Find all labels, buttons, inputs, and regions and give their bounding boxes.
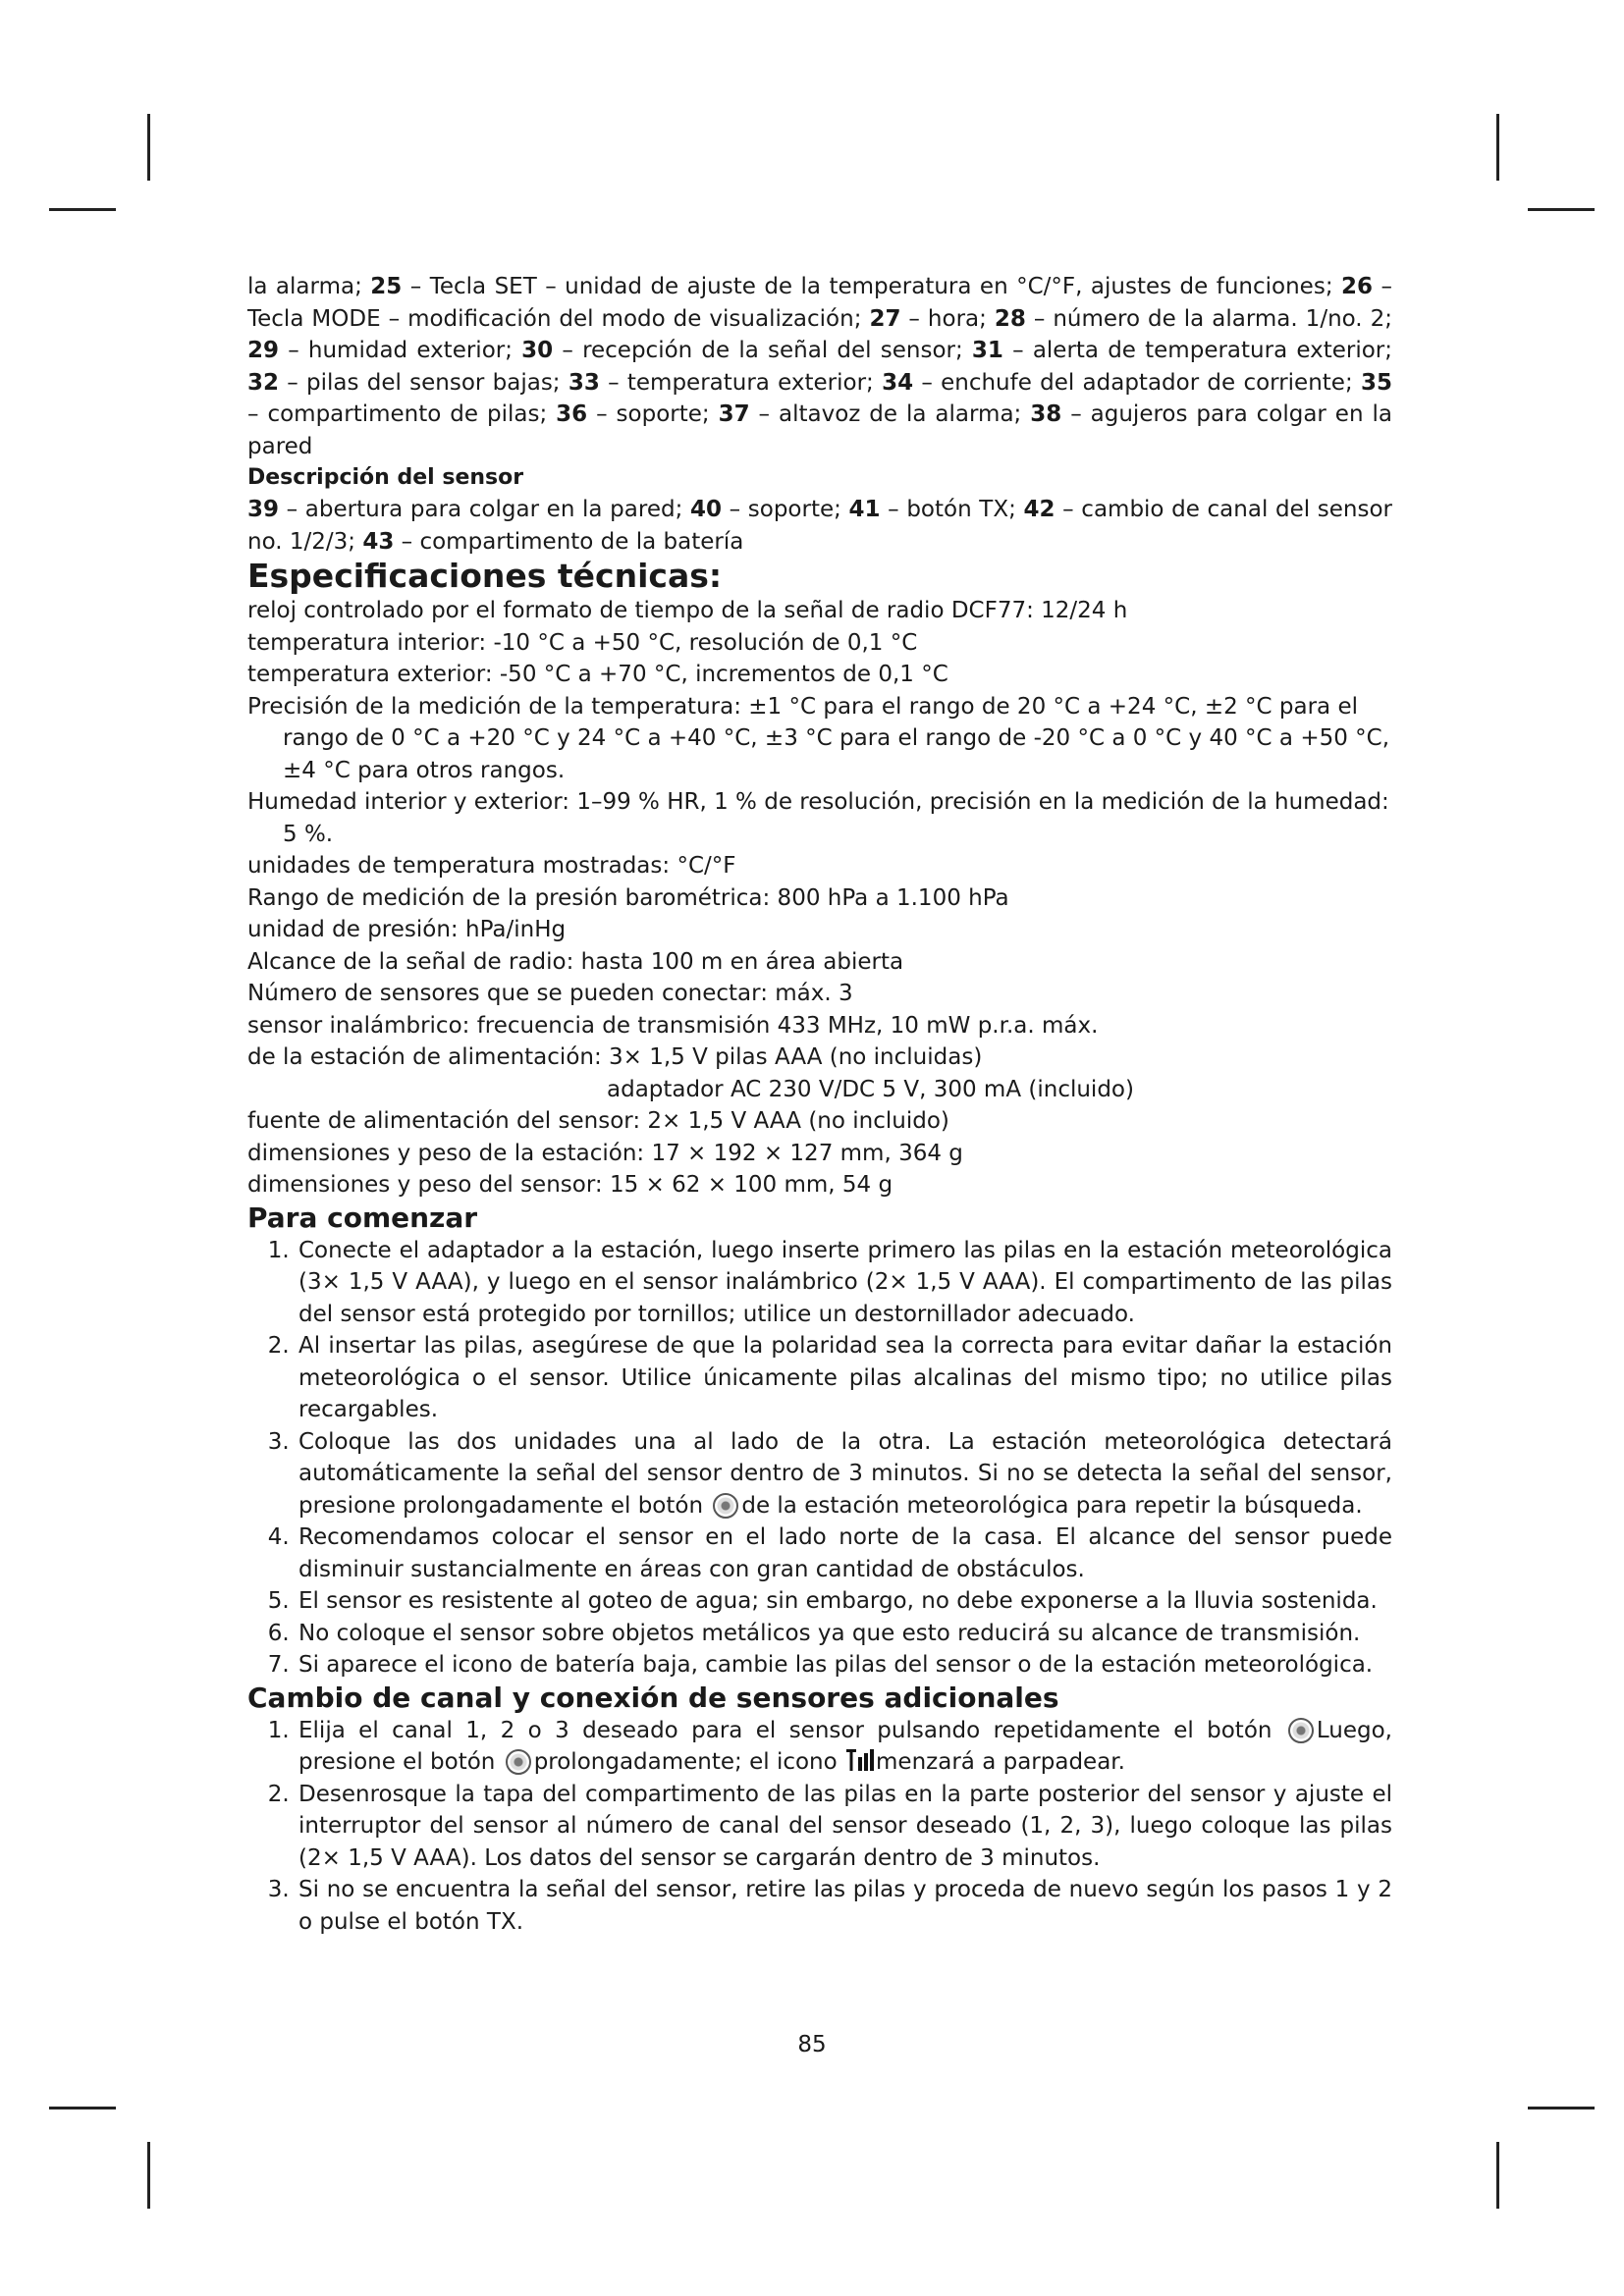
item-text: – alerta de temperatura exterior; [1002, 338, 1392, 363]
list-item-text: Luego, presione el botón [298, 1717, 1392, 1775]
list-item [297, 1426, 1392, 1522]
list-item: 2. Al insertar las pilas, asegúrese de que la polaridad sea la correcta para evitar dañar la estación meteorológica o el sensor. Utilice únicamente pilas alcalinas del mismo tipo; no utilice pilas recargables. [297, 1330, 1392, 1426]
item-text: – agujeros para colgar en la pared [247, 401, 1392, 459]
spec-line: unidad de presión: hPa/inHg [247, 917, 567, 942]
list-item [297, 1715, 1392, 1779]
page-content [247, 271, 1392, 1938]
item-number: 32 [247, 369, 280, 396]
spec-line: sensor inalámbrico: frecuencia de transmisión 433 MHz, 10 mW p.r.a. máx. [247, 1012, 1099, 1039]
item-text: – soporte; [721, 497, 849, 522]
list-item-text: prolongadamente; el icono [533, 1749, 845, 1775]
spec-line-power-adapter: adaptador AC 230 V/DC 5 V, 300 mA (incluido) [607, 1076, 1134, 1102]
channel-button-icon [1288, 1718, 1314, 1743]
item-text: – compartimento de pilas; [247, 401, 557, 427]
item-number: 33 [568, 369, 600, 396]
spec-line: de la estación de alimentación: 3× 1,5 V pilas AAA (no incluidas) [247, 1044, 983, 1070]
spec-line: temperatura exterior: -50 °C a +70 °C, incrementos de 0,1 °C [247, 662, 948, 687]
item-number: 26 [1341, 274, 1374, 299]
item-text: – botón TX; [880, 497, 1024, 522]
list-item: 2. Desenrosque la tapa del compartimento de las pilas en la parte posterior del sensor y ajuste el interruptor del sensor al número de canal del sensor deseado (1, 2, 3), luego coloque las pilas (2× 1,5 V AAA). Los datos del sensor se cargarán dentro de 3 minutos. [297, 1779, 1392, 1875]
spec-line: unidades de temperatura mostradas: °C/°F [247, 853, 736, 879]
item-number: 38 [1030, 401, 1062, 427]
channel-list [247, 1715, 1392, 1939]
list-item: 1. Conecte el adaptador a la estación, luego inserte primero las pilas en la estación meteorológica (3× 1,5 V AAA), y luego en el sensor inalámbrico (2× 1,5 V AAA). El compartimento de las pilas del sensor está protegido por tornillos; utilice un destornillador adecuado. [297, 1235, 1392, 1331]
getting-started-list [247, 1235, 1392, 1682]
item-text: – hora; [900, 305, 995, 332]
spec-line: Número de sensores que se pueden conectar: máx. 3 [247, 981, 853, 1006]
list-item: 6. No coloque el sensor sobre objetos metálicos ya que esto reducirá su alcance de transmisión. [297, 1618, 1392, 1650]
page-number: 85 [797, 2032, 827, 2057]
spec-line: Rango de medición de la presión barométrica: 800 hPa a 1.100 hPa [247, 884, 1009, 911]
channel-heading: Cambio de canal y conexión de sensores adicionales [247, 1681, 1059, 1714]
item-number: 41 [848, 497, 881, 522]
getting-started-heading: Para comenzar [247, 1201, 478, 1234]
list-item: 4. Recomendamos colocar el sensor en el lado norte de la casa. El alcance del sensor puede disminuir sustancialmente en áreas con gran cantidad de obstáculos. [297, 1522, 1392, 1585]
item-number: 29 [247, 338, 280, 363]
crop-mark-bottom-left-vertical [147, 2142, 150, 2209]
crop-mark-bottom-right-vertical [1496, 2142, 1499, 2209]
list-item-text: de la estación meteorológica para repetir la búsqueda. [741, 1492, 1363, 1519]
list-item: 7. Si aparece el icono de batería baja, cambie las pilas del sensor o de la estación meteorológica. [297, 1649, 1392, 1682]
item-text: – temperatura exterior; [599, 369, 883, 396]
item-text: la alarma; [247, 274, 371, 299]
channel-button-icon [506, 1749, 531, 1775]
spec-line: Alcance de la señal de radio: hasta 100 m en área abierta [247, 948, 904, 975]
item-text: – Tecla SET – unidad de ajuste de la temperatura en °C/°F, ajustes de funciones; [402, 274, 1342, 299]
crop-mark-bottom-left-horizontal [49, 2107, 116, 2109]
list-item-text: Coloque las dos unidades una al lado de la otra. La estación meteorológica detectará automáticamente la señal del sensor dentro de 3 minutos. Si no se detecta la señal del sensor, presione prolongadamente el botón [298, 1428, 1392, 1519]
crop-mark-top-left-vertical [147, 114, 150, 181]
specs-list [247, 595, 1392, 1201]
list-item: 5. El sensor es resistente al goteo de agua; sin embargo, no debe exponerse a la lluvia sostenida. [297, 1585, 1392, 1618]
crop-mark-bottom-right-horizontal [1528, 2107, 1595, 2109]
list-item: 3. Si no se encuentra la señal del sensor, retire las pilas y proceda de nuevo según los pasos 1 y 2 o pulse el botón TX. [297, 1874, 1392, 1938]
signal-reception-icon [845, 1747, 875, 1773]
item-text: – recepción de la señal del sensor; [553, 338, 972, 363]
item-text: – enchufe del adaptador de corriente; [913, 369, 1361, 396]
item-text: – número de la alarma. 1/no. 2; [1025, 305, 1392, 332]
spec-line: reloj controlado por el formato de tiempo de la señal de radio DCF77: 12/24 h [247, 598, 1128, 623]
item-number: 40 [689, 497, 722, 522]
item-number: 39 [247, 497, 280, 522]
spec-line: Precisión de la medición de la temperatura: ±1 °C para el rango de 20 °C a +24 °C, ±2 °C para el rango de 0 °C a +20 °C y 24 °C a +40 °C, ±3 °C para el rango de -20 °C a 0 °C y 40 °C a +50 °C, ±4 °C para otros rangos. [247, 693, 1390, 783]
intro-paragraph-parts [247, 271, 1392, 462]
item-text: – pilas del sensor bajas; [279, 369, 568, 396]
specs-heading: Especificaciones técnicas: [247, 557, 723, 595]
spec-line: temperatura interior: -10 °C a +50 °C, resolución de 0,1 °C [247, 629, 918, 656]
item-text: – altavoz de la alarma; [749, 401, 1031, 427]
item-text: – humidad exterior; [279, 338, 522, 363]
item-text: – compartimento de la batería [394, 528, 744, 555]
crop-mark-top-right-horizontal [1528, 208, 1595, 211]
item-number: 34 [882, 369, 914, 396]
list-item-text: menzará a parpadear. [876, 1749, 1125, 1775]
item-number: 31 [971, 338, 1003, 363]
sensor-description-heading: Descripción del sensor [247, 465, 524, 490]
spec-line: Humedad interior y exterior: 1–99 % HR, 1 % de resolución, precisión en la medición de la humedad: 5 %. [247, 789, 1389, 847]
spec-line: dimensiones y peso de la estación: 17 × 192 × 127 mm, 364 g [247, 1140, 963, 1166]
spec-line: dimensiones y peso del sensor: 15 × 62 × 100 mm, 54 g [247, 1172, 893, 1198]
item-number: 42 [1023, 497, 1056, 522]
spec-line: fuente de alimentación del sensor: 2× 1,5 V AAA (no incluido) [247, 1108, 949, 1134]
search-button-icon [713, 1493, 738, 1519]
item-number: 30 [521, 338, 554, 363]
item-text: – Tecla MODE – modificación del modo de visualización; [247, 274, 1392, 332]
item-text: – soporte; [587, 401, 719, 427]
item-number: 25 [370, 274, 403, 299]
item-number: 27 [869, 305, 901, 332]
crop-mark-top-left-horizontal [49, 208, 116, 211]
item-text: – cambio de canal del sensor no. 1/2/3; [247, 497, 1392, 555]
sensor-description-paragraph [247, 494, 1392, 558]
item-number: 37 [718, 401, 750, 427]
item-text: – abertura para colgar en la pared; [279, 497, 690, 522]
item-number: 43 [362, 528, 395, 555]
item-number: 36 [556, 401, 588, 427]
list-item-text: Elija el canal 1, 2 o 3 deseado para el sensor pulsando repetidamente el botón [298, 1717, 1285, 1743]
crop-mark-top-right-vertical [1496, 114, 1499, 181]
item-number: 28 [994, 305, 1026, 332]
item-number: 35 [1360, 369, 1392, 396]
